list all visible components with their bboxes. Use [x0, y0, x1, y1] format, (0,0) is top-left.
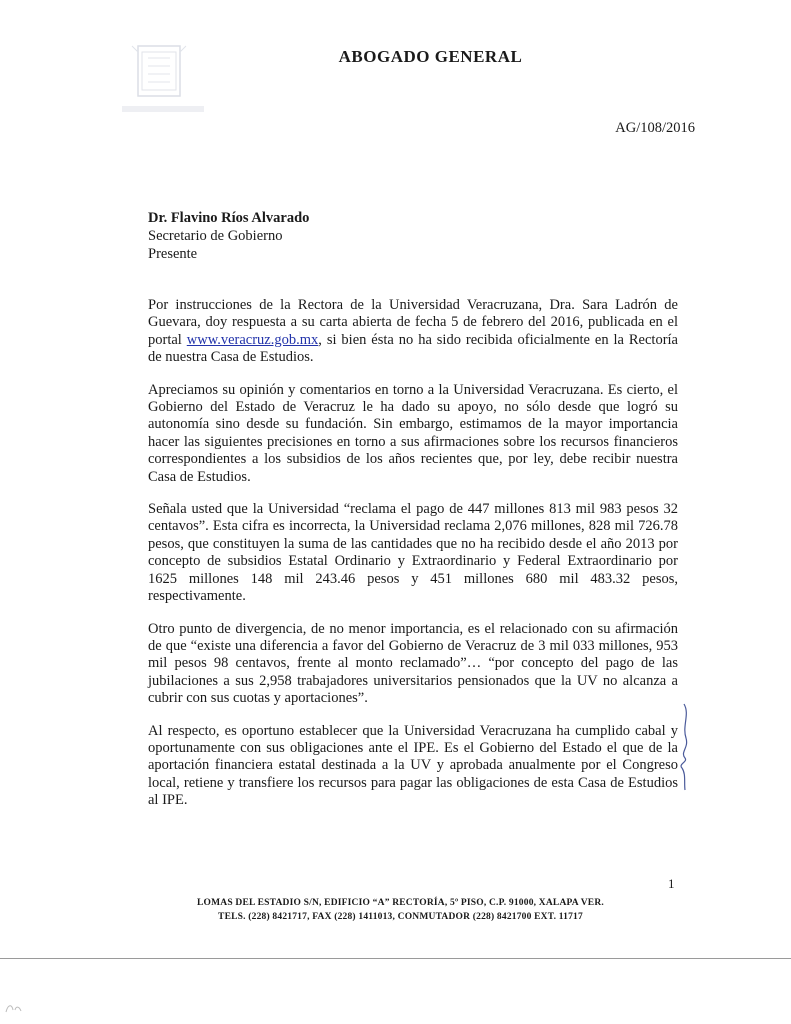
footer-line-1: LOMAS DEL ESTADIO S/N, EDIFICIO “A” RECTORÍA, 5º PISO, C.P. 91000, XALAPA VER. — [197, 898, 604, 908]
recipient-block — [148, 209, 309, 263]
veracruz-portal-link[interactable]: www.veracruz.gob.mx — [186, 331, 319, 348]
page-number: 1 — [668, 876, 675, 891]
page-title: ABOGADO GENERAL — [338, 47, 523, 66]
paragraph-5: Al respecto, es oportuno establecer que la Universidad Veracruzana ha cumplido cabal y oportunamente con sus obligaciones ante el IPE. Es el Gobierno del Estado el que de la aportación financiera estatal destinada a la UV y aprobada anualmente por el Congreso local, retiene y transfiere los recursos para pagar las obligaciones de esta Casa de Estudios al IPE. — [148, 722, 678, 809]
scan-artifact-icon — [4, 1000, 24, 1014]
paragraph-1-text-b: , si bien ésta no ha sido recibida oficialmente en la Rectoría de nuestra Casa de Estudios. — [148, 331, 678, 366]
footer-divider — [0, 958, 791, 959]
reference-number: AG/108/2016 — [615, 120, 695, 136]
paragraph-1 — [148, 297, 678, 367]
letter-body — [148, 297, 678, 825]
pen-mark-icon — [676, 702, 696, 792]
paragraph-2: Apreciamos su opinión y comentarios en torno a la Universidad Veracruzana. Es cierto, el Gobierno del Estado de Veracruz le ha dado su apoyo, no sólo desde que logró su autonomía sino desde su fundación. Sin embargo, estimamos de la mayor importancia hacer las siguientes precisiones en torno a sus afirmaciones sobre los recursos financieros correspondientes a los subsidios de los años recientes que, por ley, debe recibir nuestra Casa de Estudios. — [148, 381, 678, 485]
paragraph-3: Señala usted que la Universidad “reclama el pago de 447 millones 813 mil 983 pesos 32 centavos”. Esta cifra es incorrecta, la Universidad reclama 2,076 millones, 828 mil 726.78 pesos, que constituyen la suma de las cantidades que no ha recibido desde el año 2013 por concepto de subsidios Estatal Ordinario y Extraordinario y Federal Extraordinario por 1625 millones 148 mil 243.46 pesos y 451 millones 680 mil 483.32 pesos, respectivamente. — [148, 501, 678, 605]
footer-line-2: TELS. (228) 8421717, FAX (228) 1411013, CONMUTADOR (228) 8421700 EXT. 11717 — [218, 912, 583, 922]
recipient-position: Secretario de Gobierno — [148, 228, 283, 244]
handwritten-margin-mark — [676, 702, 696, 792]
footer-address — [0, 896, 791, 924]
paragraph-4: Otro punto de divergencia, de no menor importancia, es el relacionado con su afirmación de que “existe una diferencia a favor del Gobierno de Veracruz de 3 mil 033 millones, 953 mil pesos 98 centavos, frente al monto reclamado”… “por concepto del pago de las jubilaciones a sus 2,958 trabajadores universitarios pensionados que la UV no alcanza a cubrir con sus cuotas y aportaciones”. — [148, 620, 678, 707]
paragraph-1-text-a: Por instrucciones de la Rectora de la Universidad Veracruzana, Dra. Sara Ladrón de Guevara, doy respuesta a su carta abierta de fecha 5 de febrero del 2016, publicada en el portal — [148, 297, 678, 348]
scan-artifact — [4, 1000, 24, 1014]
recipient-name: Dr. Flavino Ríos Alvarado — [148, 210, 310, 226]
recipient-presente: Presente — [148, 246, 198, 262]
